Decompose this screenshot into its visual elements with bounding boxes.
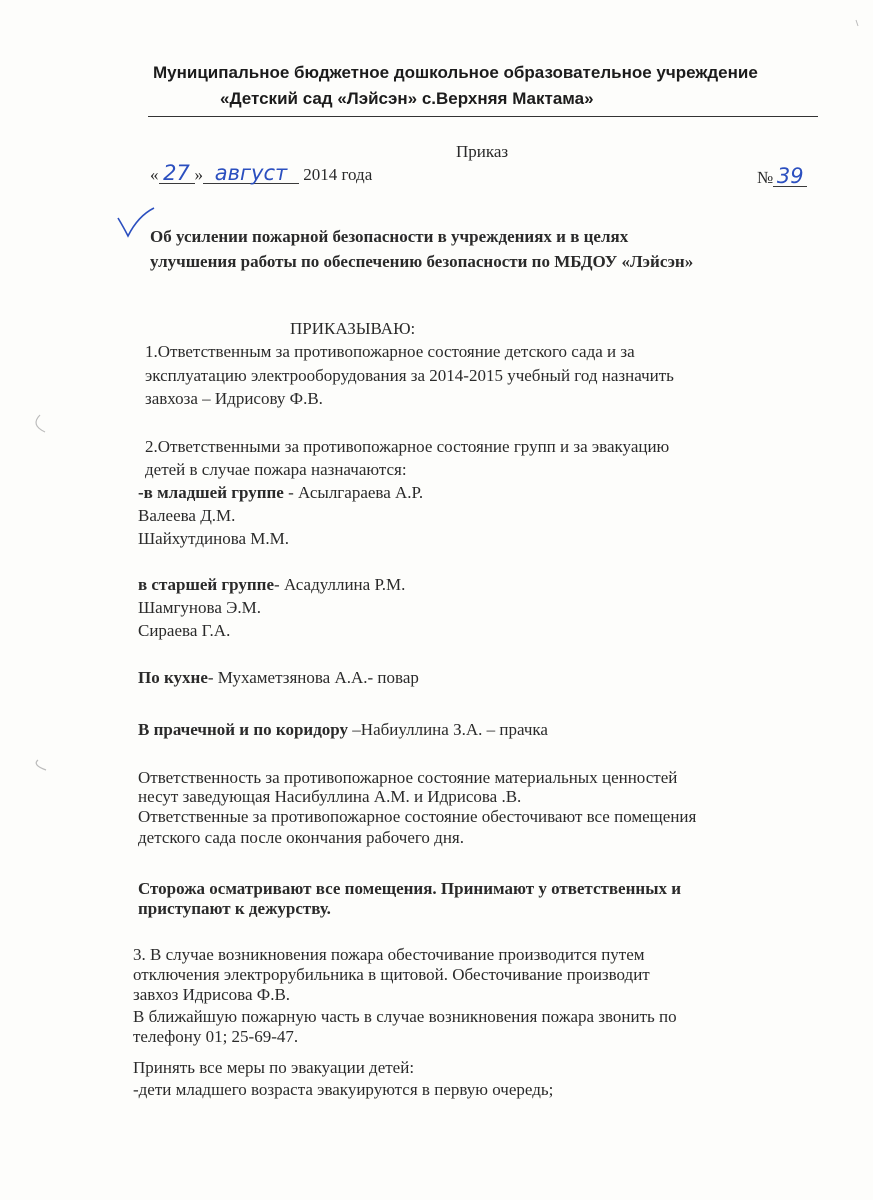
junior-group-person3: Шайхутдинова М.М. — [138, 529, 290, 548]
date-open-quote: « — [150, 165, 159, 184]
p2-line1: 2.Ответственными за противопожарное состояние групп и за эвакуацию — [145, 437, 670, 456]
senior-group-person1: - Асадуллина Р.М. — [274, 575, 406, 594]
senior-group-label: в старшей группе — [138, 575, 275, 594]
subject-line2: улучшения работы по обеспечению безопасности по МБДОУ «Лэйсэн» — [150, 252, 694, 271]
kitchen-line — [138, 668, 419, 688]
date-month: август — [203, 163, 299, 184]
date-mid-quote: » — [194, 165, 203, 184]
p3-line5: телефону 01; 25-69-47. — [133, 1027, 299, 1046]
senior-group-person3: Сираева Г.А. — [138, 621, 231, 640]
p3-line6: Принять все меры по эвакуации детей: — [133, 1058, 415, 1077]
senior-group-person2: Шамгунова Э.М. — [138, 598, 261, 617]
date-day: 27 — [159, 163, 195, 184]
p2-line2: детей в случае пожара назначаются: — [145, 460, 407, 479]
p1-line2: эксплуатацию электрооборудования за 2014-2015 учебный год назначить — [145, 366, 674, 385]
institution-name-line1: Муниципальное бюджетное дошкольное образовательное учреждение — [153, 63, 758, 82]
subject-line1: Об усилении пожарной безопасности в учреждениях и в целях — [150, 227, 629, 246]
responsibility-line1: Ответственность за противопожарное состояние материальных ценностей — [138, 768, 678, 787]
responsibility-line3: Ответственные за противопожарное состояние обесточивают все помещения — [138, 807, 697, 826]
p3-line2: отключения электрорубильника в щитовой. Обесточивание производит — [133, 965, 650, 984]
document-title: Приказ — [456, 142, 509, 161]
institution-name-line2: «Детский сад «Лэйсэн» с.Верхняя Мактама» — [220, 89, 594, 108]
responsibility-line2: несут заведующая Насибуллина А.М. и Идрисова .В. — [138, 787, 522, 806]
junior-group-person1: - Асылгараева А.Р. — [283, 483, 424, 502]
guards-line1: Сторожа осматривают все помещения. Принимают у ответственных и — [138, 879, 682, 898]
laundry-label: В прачечной и по коридору — [138, 720, 349, 739]
kitchen-person: - Мухаметзянова А.А.- повар — [207, 668, 419, 687]
number-label: № — [757, 168, 774, 187]
p3-line3: завхоз Идрисова Ф.В. — [133, 985, 291, 1004]
decree-heading: ПРИКАЗЫВАЮ: — [290, 319, 416, 338]
p1-line1: 1.Ответственным за противопожарное состояние детского сада и за — [145, 342, 635, 361]
junior-group-person2: Валеева Д.М. — [138, 506, 236, 525]
kitchen-label: По кухне — [138, 668, 208, 687]
laundry-person: –Набиуллина З.А. – прачка — [348, 720, 548, 739]
order-date — [150, 163, 372, 185]
responsibility-line4: детского сада после окончания рабочего дня. — [138, 828, 464, 847]
junior-group-label: -в младшей группе — [138, 483, 284, 502]
p3-line7: -дети младшего возраста эвакуируются в первую очередь; — [133, 1080, 554, 1099]
p3-line1: 3. В случае возникновения пожара обесточивание производится путем — [133, 945, 645, 964]
date-year: 2014 года — [303, 165, 373, 184]
senior-group-line — [138, 575, 405, 595]
junior-group-line — [138, 483, 423, 503]
order-number — [757, 166, 807, 188]
p3-line4: В ближайшую пожарную часть в случае возникновения пожара звонить по — [133, 1007, 677, 1026]
number-value: 39 — [773, 166, 807, 187]
p1-line3: завхоза – Идрисову Ф.В. — [145, 389, 323, 408]
guards-line2: приступают к дежурству. — [138, 899, 331, 918]
laundry-line — [138, 720, 548, 740]
header-divider — [148, 116, 818, 117]
